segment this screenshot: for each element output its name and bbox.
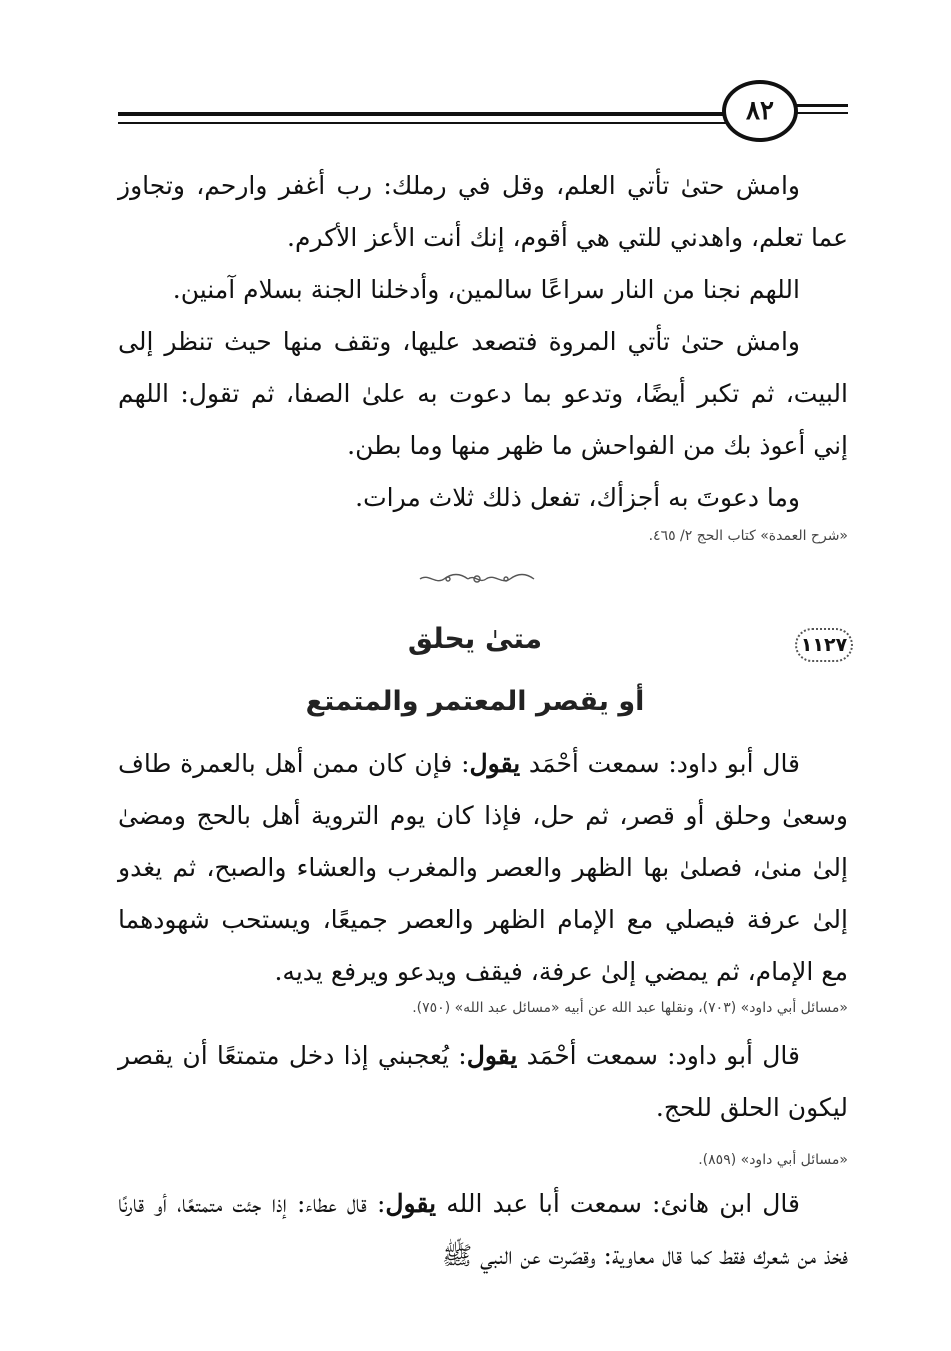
paragraph: وامش حتىٰ تأتي المروة فتصعد عليها، وتقف منها حيث تنظر إلى البيت، ثم تكبر أيضًا، وتدعو بما دعوت به علىٰ الصفا، ثم تقول: اللهم إني أعوذ بك من الفواحش ما ظهر منها وما بطن. [118,327,848,460]
paragraph [118,738,848,998]
ornament-divider [418,572,536,586]
source-citation: «مسائل أبي داود» (٧٠٣)، ونقلها عبد الله عن أبيه «مسائل عبد الله» (٧٥٠). [412,1000,848,1016]
narration-lead: قال ابن هانئ: سمعت أبا عبد الله [436,1189,801,1218]
source-citation: «مسائل أبي داود» (٨٥٩). [698,1152,848,1168]
section-number-badge: ١١٢٧ [795,628,853,662]
narration-verb: يقول [466,1041,518,1070]
source-citation: «شرح العمدة» كتاب الحج ٢/ ٤٦٥. [648,528,848,544]
section-subtitle: أو يقصر المعتمر والمتمتع [305,686,645,717]
paragraph: وامش حتىٰ تأتي العلم، وقل في رملك: رب أغفر وارحم، وتجاوز عما تعلم، واهدني للتي هي أقوم، إنك أنت الأعز الأكرم. [118,171,848,252]
paragraph [118,1178,848,1282]
paragraph: اللهم نجنا من النار سراعًا سالمين، وأدخلنا الجنة بسلام آمنين. [172,275,800,304]
narration-text: : يُعجبني إذا دخل متمتعًا أن يقصر ليكون الحلق للحج. [118,1041,848,1122]
section-title: متىٰ يحلق [407,622,543,655]
narration-lead: قال أبو داود: سمعت أحْمَد [520,749,801,778]
paragraph: وما دعوتَ به أجزأك، تفعل ذلك ثلاث مرات. [355,483,800,512]
header-rule-thin [118,122,726,124]
narration-text: : قال عطاء: إذا جئت متمتعًا، أو قارنًا فخذ من شعرك فقط كما قال معاوية: وقصّرت عن النبي ﷺ [118,1189,848,1270]
header-rule-thick [118,112,726,116]
text-block-2 [118,738,848,998]
page-number: ٨٢ [722,80,798,142]
text-block-1 [118,160,848,524]
narration-verb: يقول [385,1189,437,1218]
text-block-3 [118,1030,848,1134]
paragraph [118,1030,848,1134]
narration-verb: يقول [469,749,521,778]
narration-lead: قال أبو داود: سمعت أحْمَد [517,1041,800,1070]
header-rule-right-thick [796,104,848,107]
narration-text: : فإن كان ممن أهل بالعمرة طاف وسعىٰ وحلق أو قصر، ثم حل، فإذا كان يوم التروية أهل بالحج ومضىٰ إلىٰ منىٰ، فصلىٰ بها الظهر والعصر والمغرب والعشاء والصبح، ثم يغدو إلىٰ عرفة فيصلي مع الإمام الظهر والعصر جميعًا، ويستحب شهودهما مع الإمام، ثم يمضي إلىٰ عرفة، فيقف ويدعو ويرفع يديه. [118,749,848,986]
header-rule-right-thin [796,112,848,114]
text-block-4 [118,1178,848,1282]
